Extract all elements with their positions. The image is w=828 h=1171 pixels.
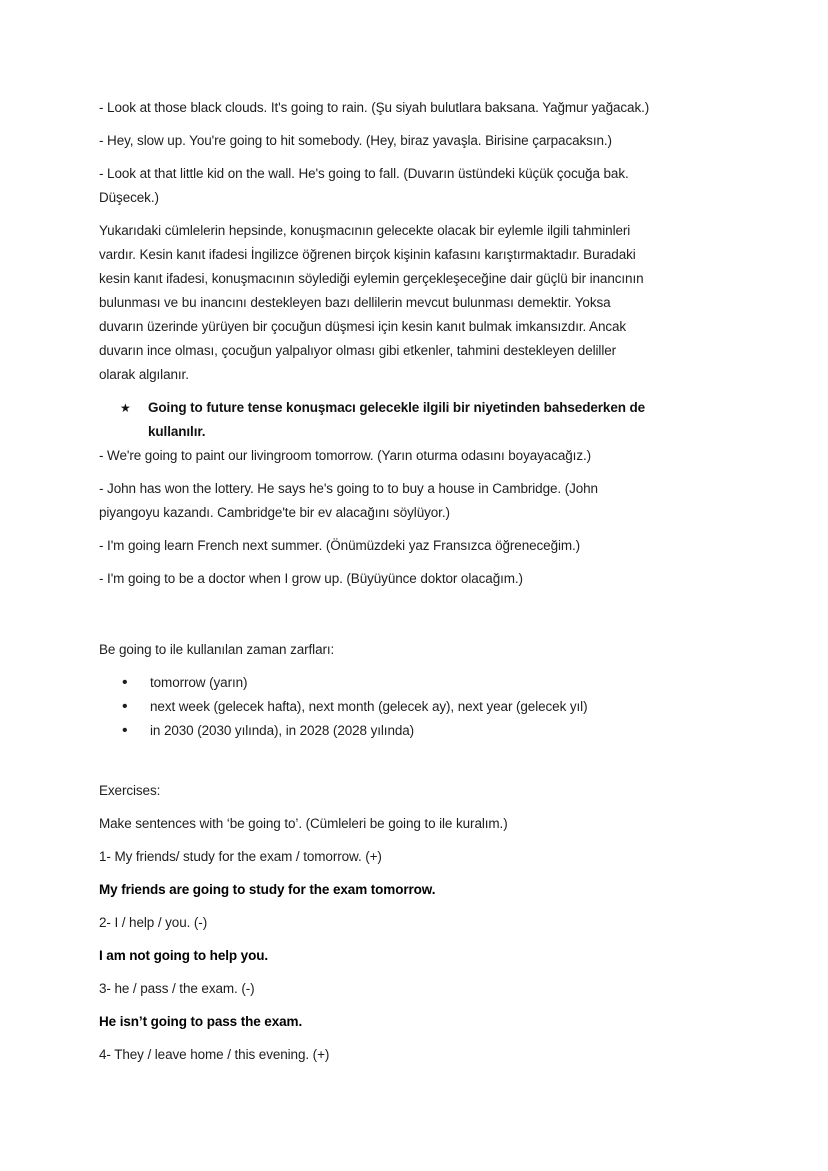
example-fall-line-2: Düşecek.) (99, 190, 159, 205)
exercise-2-answer (99, 944, 750, 968)
note-going-to-intent (99, 396, 750, 444)
exercise-4-prompt-text: 4- They / leave home / this evening. (+) (99, 1047, 330, 1062)
adverbs-heading-text: Be going to ile kullanılan zaman zarfları: (99, 642, 335, 657)
example-rain-text: - Look at those black clouds. It's going to rain. (Şu siyah bulutlara baksana. Yağmur yağacak.) (99, 100, 650, 115)
example-lottery-line-1: - John has won the lottery. He says he's going to to buy a house in Cambridge. (John (99, 481, 598, 496)
adverbs-list (99, 671, 750, 743)
note-line-2: kullanılır. (148, 424, 206, 439)
exercise-1-answer (99, 878, 750, 902)
explanation-line: vardır. Kesin kanıt ifadesi İngilizce öğrenen birçok kişinin kafasını karıştırmaktadır. Buradaki (99, 247, 636, 262)
explanation-line: olarak algılanır. (99, 367, 189, 382)
adverbs-item-text: in 2030 (2030 yılında), in 2028 (2028 yılında) (150, 723, 415, 738)
exercises-intro (99, 812, 750, 836)
example-paint-text: - We're going to paint our livingroom tomorrow. (Yarın oturma odasını boyayacağız.) (99, 448, 592, 463)
exercises-heading-text: Exercises: (99, 783, 161, 798)
example-fall (99, 162, 750, 210)
exercise-1-prompt-text: 1- My friends/ study for the exam / tomorrow. (+) (99, 849, 382, 864)
exercise-2-prompt-text: 2- I / help / you. (-) (99, 915, 208, 930)
explanation-line: kesin kanıt ifadesi, konuşmacının söylediği eylemin gerçekleşeceğine dair güçlü bir inancının (99, 271, 644, 286)
note-line-1: Going to future tense konuşmacı gelecekle ilgili bir niyetinden bahsederken de (148, 400, 646, 415)
example-hit-text: - Hey, slow up. You're going to hit somebody. (Hey, biraz yavaşla. Birisine çarpacaksın.) (99, 133, 612, 148)
exercises-intro-text: Make sentences with ‘be going to’. (Cümleleri be going to ile kuralım.) (99, 816, 508, 831)
adverbs-item (122, 719, 750, 743)
exercise-3-answer-text: He isn’t going to pass the exam. (99, 1014, 303, 1029)
adverbs-heading (99, 638, 750, 662)
note-text (148, 396, 645, 444)
adverbs-item (122, 695, 750, 719)
exercise-2-answer-text: I am not going to help you. (99, 948, 269, 963)
exercise-4-prompt (99, 1043, 750, 1067)
example-french-text: - I'm going learn French next summer. (Önümüzdeki yaz Fransızca öğreneceğim.) (99, 538, 581, 553)
exercises-heading (99, 779, 750, 803)
adverbs-item-text: tomorrow (yarın) (150, 675, 248, 690)
bullet-icon: • (122, 698, 128, 715)
adverbs-item-text: next week (gelecek hafta), next month (gelecek ay), next year (gelecek yıl) (150, 699, 588, 714)
blank-paragraph (99, 600, 750, 638)
example-lottery (99, 477, 750, 525)
exercise-3-answer (99, 1010, 750, 1034)
explanation-line: duvarın üzerinde yürüyen bir çocuğun düşmesi için kesin kanıt bulmak imkansızdır. Ancak (99, 319, 627, 334)
blank-paragraph (99, 752, 750, 779)
exercise-1-answer-text: My friends are going to study for the exam tomorrow. (99, 882, 436, 897)
example-french (99, 534, 750, 558)
bullet-icon: • (122, 722, 128, 739)
example-hit (99, 129, 750, 153)
explanation-line: duvarın ince olması, çocuğun yalpalıyor olması gibi etkenler, tahmini destekleyen deliller (99, 343, 617, 358)
explanation-line: bulunması ve bu inancını destekleyen bazı dellilerin mevcut bulunması demektir. Yoksa (99, 295, 611, 310)
exercise-3-prompt (99, 977, 750, 1001)
adverbs-item (122, 671, 750, 695)
bullet-icon: • (122, 674, 128, 691)
example-paint (99, 444, 750, 468)
exercise-3-prompt-text: 3- he / pass / the exam. (-) (99, 981, 255, 996)
star-icon: ★ (120, 401, 131, 415)
exercise-1-prompt (99, 845, 750, 869)
example-lottery-line-2: piyangoyu kazandı. Cambridge'te bir ev alacağını söylüyor.) (99, 505, 450, 520)
example-rain (99, 96, 750, 120)
exercise-2-prompt (99, 911, 750, 935)
example-doctor-text: - I'm going to be a doctor when I grow up. (Büyüyünce doktor olacağım.) (99, 571, 523, 586)
example-doctor (99, 567, 750, 591)
explanation-line: Yukarıdaki cümlelerin hepsinde, konuşmacının gelecekte olacak bir eylemle ilgili tahminleri (99, 223, 631, 238)
example-fall-line-1: - Look at that little kid on the wall. He's going to fall. (Duvarın üstündeki küçük çocuğa bak. (99, 166, 629, 181)
explanation-paragraph (99, 219, 750, 387)
